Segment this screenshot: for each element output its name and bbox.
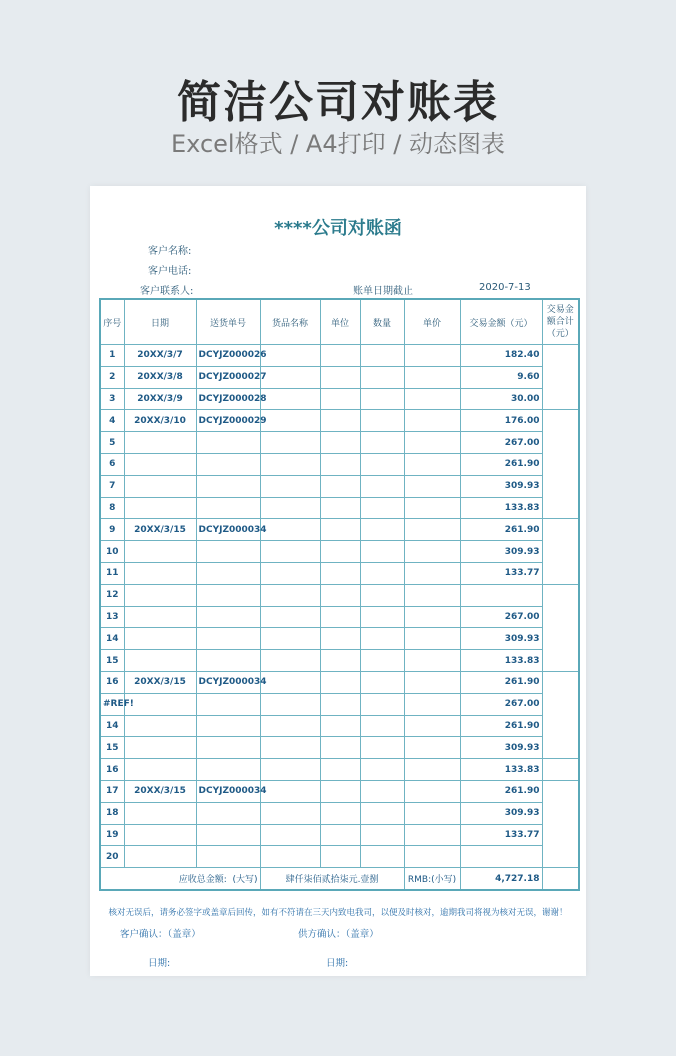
customer-name-label: 客户名称:: [148, 246, 192, 257]
table-cell: 20XX/3/7: [124, 345, 196, 367]
table-cell: 309.93: [460, 628, 542, 650]
total-row: [100, 868, 579, 890]
table-cell: [404, 388, 460, 410]
table-cell: [320, 671, 360, 693]
date-cutoff-value: 2020-7-13: [479, 282, 531, 293]
table-cell: #REF!: [100, 693, 124, 715]
table-cell: [404, 410, 460, 432]
table-cell: [124, 453, 196, 475]
table-cell: [124, 562, 196, 584]
table-cell: [404, 824, 460, 846]
table-cell: 261.90: [460, 453, 542, 475]
table-cell: 3: [100, 388, 124, 410]
table-cell: [124, 606, 196, 628]
table-row: [100, 606, 579, 628]
table-cell: [260, 606, 320, 628]
table-cell: [404, 759, 460, 781]
table-cell: 16: [100, 759, 124, 781]
table-cell: [404, 846, 460, 868]
table-cell: [360, 737, 404, 759]
table-cell: [260, 388, 320, 410]
table-cell: 261.90: [460, 671, 542, 693]
table-cell: [260, 802, 320, 824]
supplier-confirm: 供方确认：（盖章）: [298, 929, 379, 940]
table-cell: [124, 846, 196, 868]
table-cell: [404, 671, 460, 693]
table-cell: DCYJZ000034: [196, 519, 260, 541]
table-cell: 267.00: [460, 432, 542, 454]
table-row: [100, 519, 579, 541]
table-cell: [320, 584, 360, 606]
statement-table: [99, 298, 580, 891]
table-cell: 133.77: [460, 824, 542, 846]
statement-sheet: [90, 186, 586, 976]
table-cell: [196, 737, 260, 759]
table-cell: [260, 345, 320, 367]
table-row: [100, 497, 579, 519]
table-cell: DCYJZ000026: [196, 345, 260, 367]
table-cell: [320, 780, 360, 802]
col-header: 单位: [320, 299, 360, 345]
table-row: [100, 802, 579, 824]
table-cell: [404, 584, 460, 606]
col-header: 交易金额（元）: [460, 299, 542, 345]
table-row: [100, 693, 579, 715]
table-cell: 12: [100, 584, 124, 606]
date-label-left: 日期:: [148, 958, 171, 969]
table-cell: [260, 453, 320, 475]
table-cell: [320, 650, 360, 672]
table-cell: [360, 432, 404, 454]
table-row: [100, 628, 579, 650]
table-cell: 13: [100, 606, 124, 628]
table-cell: 20XX/3/15: [124, 671, 196, 693]
table-row: [100, 475, 579, 497]
table-cell: [460, 846, 542, 868]
table-cell: 20: [100, 846, 124, 868]
table-cell: [196, 650, 260, 672]
subtotal-cell: [542, 519, 579, 584]
table-cell: [260, 562, 320, 584]
table-cell: 309.93: [460, 541, 542, 563]
table-cell: [196, 628, 260, 650]
table-row: [100, 715, 579, 737]
table-cell: [124, 802, 196, 824]
table-cell: [404, 519, 460, 541]
table-cell: DCYJZ000028: [196, 388, 260, 410]
table-cell: [260, 410, 320, 432]
table-cell: [260, 846, 320, 868]
table-cell: [196, 824, 260, 846]
table-cell: [260, 824, 320, 846]
table-cell: [404, 650, 460, 672]
table-row: [100, 737, 579, 759]
table-cell: [196, 497, 260, 519]
table-cell: 8: [100, 497, 124, 519]
table-cell: 9.60: [460, 366, 542, 388]
table-cell: [404, 606, 460, 628]
table-cell: [124, 541, 196, 563]
table-cell: [196, 846, 260, 868]
table-cell: [360, 780, 404, 802]
table-cell: [124, 432, 196, 454]
subtotal-cell: [542, 780, 579, 867]
total-upper-value: 肆仟柒佰贰拾柒元.壹捌: [260, 868, 404, 890]
date-label-right: 日期:: [326, 958, 349, 969]
table-row: [100, 846, 579, 868]
table-cell: [320, 824, 360, 846]
table-cell: [404, 693, 460, 715]
table-cell: 10: [100, 541, 124, 563]
table-cell: [260, 737, 320, 759]
table-cell: [260, 519, 320, 541]
total-upper-label: (大写): [232, 875, 258, 886]
table-cell: 9: [100, 519, 124, 541]
table-cell: [124, 628, 196, 650]
table-cell: [320, 846, 360, 868]
table-cell: 267.00: [460, 606, 542, 628]
table-cell: 261.90: [460, 780, 542, 802]
table-cell: [124, 715, 196, 737]
table-cell: [320, 715, 360, 737]
table-cell: 4: [100, 410, 124, 432]
table-cell: [360, 693, 404, 715]
table-cell: [260, 497, 320, 519]
total-rmb-label: RMB:(小写): [404, 868, 460, 890]
customer-confirm: 客户确认：（盖章）: [120, 929, 201, 940]
table-cell: [404, 780, 460, 802]
table-cell: [320, 737, 360, 759]
table-cell: [360, 453, 404, 475]
date-cutoff-label: 账单日期截止: [353, 286, 413, 297]
col-header: 数量: [360, 299, 404, 345]
table-cell: 14: [100, 715, 124, 737]
table-cell: [124, 584, 196, 606]
table-cell: [320, 366, 360, 388]
table-cell: 15: [100, 737, 124, 759]
table-cell: [360, 388, 404, 410]
table-cell: [360, 715, 404, 737]
table-cell: [196, 715, 260, 737]
subtotal-cell: [542, 759, 579, 781]
table-cell: [196, 802, 260, 824]
table-cell: [196, 606, 260, 628]
table-cell: [360, 562, 404, 584]
table-cell: [320, 453, 360, 475]
table-cell: [124, 737, 196, 759]
table-cell: 182.40: [460, 345, 542, 367]
table-cell: [196, 693, 260, 715]
table-header-row: [100, 299, 579, 345]
table-cell: [320, 388, 360, 410]
table-cell: 20XX/3/15: [124, 780, 196, 802]
total-label: 应收总金额:: [178, 875, 227, 886]
table-cell: DCYJZ000034: [196, 671, 260, 693]
table-cell: [320, 475, 360, 497]
table-cell: [260, 628, 320, 650]
subtotal-cell: [542, 345, 579, 410]
table-cell: 19: [100, 824, 124, 846]
table-cell: [404, 737, 460, 759]
table-cell: [320, 497, 360, 519]
table-cell: 133.83: [460, 650, 542, 672]
table-cell: [360, 846, 404, 868]
table-cell: 2: [100, 366, 124, 388]
table-cell: [360, 824, 404, 846]
table-cell: 176.00: [460, 410, 542, 432]
table-cell: [404, 497, 460, 519]
statement-title: ****公司对账函: [274, 218, 402, 239]
table-row: [100, 453, 579, 475]
table-cell: [320, 410, 360, 432]
col-header: 日期: [124, 299, 196, 345]
table-cell: 14: [100, 628, 124, 650]
table-cell: [320, 541, 360, 563]
table-cell: 20XX/3/9: [124, 388, 196, 410]
table-cell: [404, 541, 460, 563]
table-cell: 6: [100, 453, 124, 475]
table-cell: [196, 759, 260, 781]
col-header: 交易金额合计（元）: [542, 299, 579, 345]
table-cell: [260, 432, 320, 454]
table-cell: DCYJZ000029: [196, 410, 260, 432]
table-cell: 7: [100, 475, 124, 497]
table-cell: [360, 345, 404, 367]
table-cell: [196, 562, 260, 584]
table-cell: [404, 453, 460, 475]
table-cell: [320, 432, 360, 454]
subtotal-cell: [542, 671, 579, 758]
table-cell: [360, 584, 404, 606]
table-cell: 261.90: [460, 519, 542, 541]
table-cell: 133.83: [460, 759, 542, 781]
table-cell: [260, 759, 320, 781]
table-cell: [360, 410, 404, 432]
customer-phone-label: 客户电话:: [148, 266, 192, 277]
table-cell: [320, 562, 360, 584]
subtotal-cell: [542, 584, 579, 671]
table-row: [100, 780, 579, 802]
table-cell: [320, 628, 360, 650]
table-cell: 11: [100, 562, 124, 584]
table-cell: [196, 541, 260, 563]
table-cell: [360, 759, 404, 781]
table-cell: [404, 715, 460, 737]
page-subheadline: Excel格式 / A4打印 / 动态图表: [171, 130, 505, 158]
table-cell: [404, 475, 460, 497]
table-cell: [260, 475, 320, 497]
table-cell: [196, 453, 260, 475]
table-cell: [260, 715, 320, 737]
table-row: [100, 562, 579, 584]
table-cell: 16: [100, 671, 124, 693]
table-cell: 309.93: [460, 475, 542, 497]
col-header: 序号: [100, 299, 124, 345]
table-cell: 20XX/3/10: [124, 410, 196, 432]
table-cell: [260, 541, 320, 563]
table-row: [100, 671, 579, 693]
table-cell: [124, 824, 196, 846]
table-cell: [360, 541, 404, 563]
table-cell: 267.00: [460, 693, 542, 715]
table-cell: [360, 366, 404, 388]
table-cell: [124, 497, 196, 519]
table-cell: DCYJZ000027: [196, 366, 260, 388]
table-row: [100, 432, 579, 454]
table-cell: 133.77: [460, 562, 542, 584]
table-cell: [196, 584, 260, 606]
table-row: [100, 824, 579, 846]
table-cell: [404, 345, 460, 367]
table-cell: 309.93: [460, 802, 542, 824]
table-cell: 309.93: [460, 737, 542, 759]
table-cell: 261.90: [460, 715, 542, 737]
table-cell: [320, 802, 360, 824]
table-cell: [360, 475, 404, 497]
table-row: [100, 410, 579, 432]
table-cell: [320, 759, 360, 781]
table-row: [100, 388, 579, 410]
col-header: 送货单号: [196, 299, 260, 345]
table-cell: [320, 519, 360, 541]
table-cell: [360, 650, 404, 672]
table-cell: [404, 628, 460, 650]
table-cell: [260, 650, 320, 672]
table-row: [100, 345, 579, 367]
table-cell: [260, 693, 320, 715]
table-cell: [124, 759, 196, 781]
table-cell: [124, 693, 196, 715]
table-cell: [404, 562, 460, 584]
table-cell: 20XX/3/8: [124, 366, 196, 388]
table-cell: [404, 366, 460, 388]
table-cell: DCYJZ000034: [196, 780, 260, 802]
table-cell: [124, 475, 196, 497]
table-cell: [260, 366, 320, 388]
table-row: [100, 650, 579, 672]
table-cell: [360, 628, 404, 650]
table-cell: [260, 780, 320, 802]
table-cell: [404, 432, 460, 454]
table-cell: 5: [100, 432, 124, 454]
table-cell: [360, 519, 404, 541]
footer-note: 核对无误后，请务必签字或盖章后回传，如有不符请在三天内致电我司，以便及时核对，逾期我司将视为核对无误，谢谢！: [108, 908, 568, 918]
table-cell: [260, 671, 320, 693]
page-headline: 简洁公司对账表: [177, 77, 499, 128]
table-cell: [360, 671, 404, 693]
total-rmb-value: 4,727.18: [460, 868, 542, 890]
table-cell: 20XX/3/15: [124, 519, 196, 541]
subtotal-cell: [542, 410, 579, 519]
table-cell: [196, 475, 260, 497]
table-cell: [124, 650, 196, 672]
table-row: [100, 759, 579, 781]
table-cell: [260, 584, 320, 606]
table-cell: [404, 802, 460, 824]
table-cell: 133.83: [460, 497, 542, 519]
col-header: 货品名称: [260, 299, 320, 345]
table-cell: 15: [100, 650, 124, 672]
table-cell: 17: [100, 780, 124, 802]
table-cell: 18: [100, 802, 124, 824]
table-row: [100, 366, 579, 388]
customer-contact-label: 客户联系人:: [140, 286, 194, 297]
table-row: [100, 584, 579, 606]
table-cell: [360, 497, 404, 519]
table-row: [100, 541, 579, 563]
table-cell: [360, 802, 404, 824]
table-cell: [196, 432, 260, 454]
table-cell: 1: [100, 345, 124, 367]
table-cell: [320, 606, 360, 628]
table-cell: 30.00: [460, 388, 542, 410]
col-header: 单价: [404, 299, 460, 345]
table-cell: [320, 693, 360, 715]
table-cell: [460, 584, 542, 606]
table-cell: [360, 606, 404, 628]
table-cell: [320, 345, 360, 367]
